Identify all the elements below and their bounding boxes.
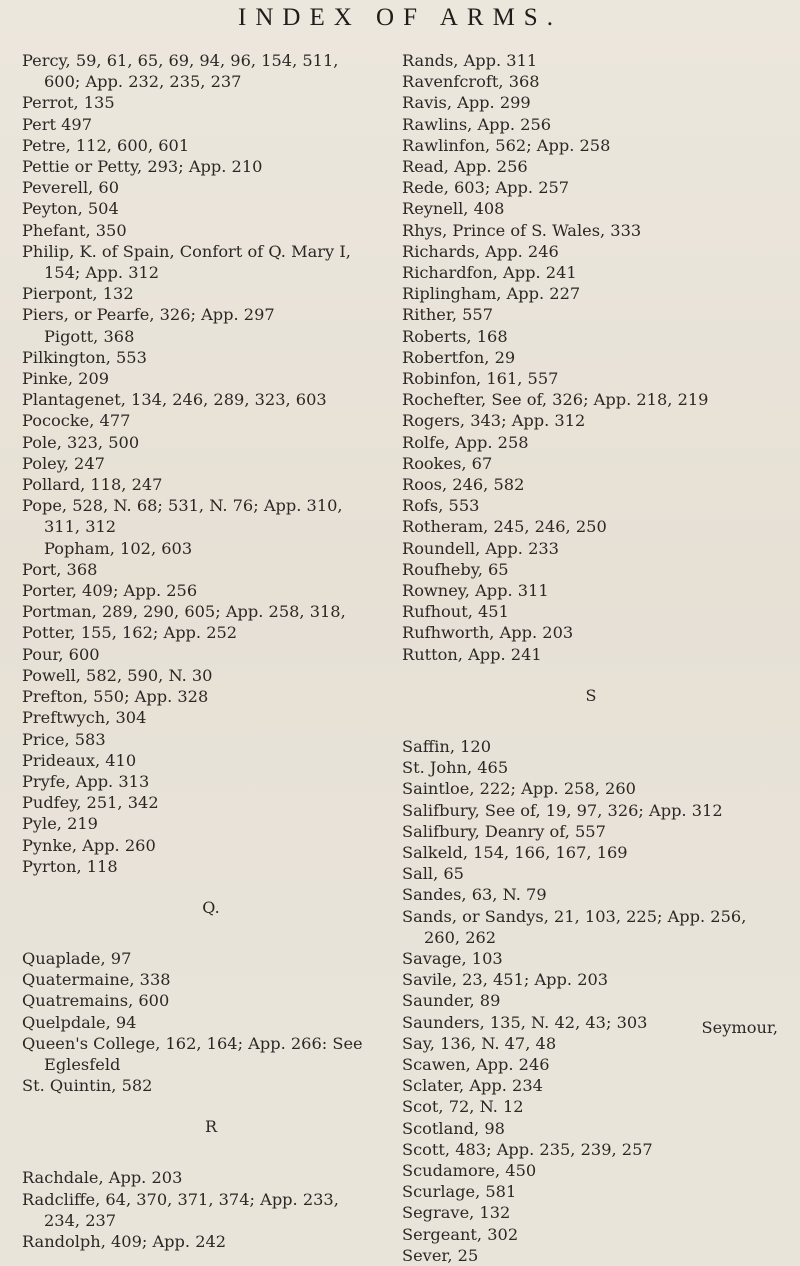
index-entry: Peverell, 60 [22, 178, 120, 198]
index-entry: 311, 312 [44, 517, 117, 537]
index-entry: Piers, or Pearfe, 326; App. 297 [22, 305, 275, 325]
index-entry: Plantagenet, 134, 246, 289, 323, 603 [22, 390, 327, 410]
index-entry: Portman, 289, 290, 605; App. 258, 318, [22, 602, 346, 622]
index-entry: Price, 583 [22, 729, 106, 749]
left-column [22, 50, 400, 1252]
index-entry: Pinke, 209 [22, 369, 110, 389]
index-entry: Roos, 246, 582 [402, 475, 525, 495]
index-entry: Salkeld, 154, 166, 167, 169 [402, 842, 628, 862]
index-entry: Pole, 323, 500 [22, 432, 140, 452]
index-entry: Rookes, 67 [402, 453, 493, 473]
index-entry: 234, 237 [44, 1210, 117, 1230]
index-entry: Sall, 65 [402, 864, 464, 884]
index-entry: Rawlins, App. 256 [402, 114, 552, 134]
index-entry: Savile, 23, 451; App. 203 [402, 970, 609, 990]
index-entry: Salifbury, See of, 19, 97, 326; App. 312 [402, 800, 723, 820]
index-entry: Pour, 600 [22, 644, 100, 664]
right-column [402, 50, 780, 1266]
index-entry: Rawlinfon, 562; App. 258 [402, 135, 611, 155]
index-entry: Saintloe, 222; App. 258, 260 [402, 779, 636, 799]
index-entry: Pynke, App. 260 [22, 835, 156, 855]
index-entry: Eglesfeld [44, 1054, 121, 1074]
index-entry: Quatermaine, 338 [22, 970, 171, 990]
index-entry: Saunders, 135, N. 42, 43; 303 [402, 1012, 648, 1032]
catchword: Seymour, [701, 1018, 778, 1037]
index-entry: Scawen, App. 246 [402, 1054, 550, 1074]
index-entry: Powell, 582, 590, N. 30 [22, 665, 213, 685]
index-entry: Ravis, App. 299 [402, 93, 531, 113]
index-entry: Robinfon, 161, 557 [402, 369, 559, 389]
index-entry: Pierpont, 132 [22, 284, 134, 304]
index-entry: Richards, App. 246 [402, 241, 559, 261]
index-entry: Savage, 103 [402, 948, 503, 968]
index-entry: Roufheby, 65 [402, 559, 509, 579]
index-entry: Rochefter, See of, 326; App. 218, 219 [402, 390, 709, 410]
index-entry: Rolfe, App. 258 [402, 432, 529, 452]
index-entry: Read, App. 256 [402, 157, 528, 177]
right-entries-r [402, 50, 780, 665]
index-entry: Rufhworth, App. 203 [402, 623, 574, 643]
index-entry: Pyrton, 118 [22, 856, 118, 876]
index-entry: Richardfon, App. 241 [402, 263, 577, 283]
index-entry: Ravenfcroft, 368 [402, 72, 540, 92]
index-entry: Pococke, 477 [22, 411, 131, 431]
index-entry: Roundell, App. 233 [402, 538, 559, 558]
right-entries-s [402, 736, 780, 1266]
index-entry: Pope, 528, N. 68; 531, N. 76; App. 310, [22, 496, 343, 516]
left-entries-q [22, 948, 400, 1096]
index-entry: Pigott, 368 [44, 326, 135, 346]
index-entry: 154; App. 312 [44, 263, 160, 283]
index-entry: Scotland, 98 [402, 1118, 505, 1138]
index-entry: Rither, 557 [402, 305, 494, 325]
index-entry: Rogers, 343; App. 312 [402, 411, 586, 431]
index-entry: Say, 136, N. 47, 48 [402, 1033, 557, 1053]
index-entry: Salifbury, Deanry of, 557 [402, 821, 606, 841]
index-entry: Quelpdale, 94 [22, 1012, 137, 1032]
index-entry: Rufhout, 451 [402, 602, 509, 622]
index-entry: Pettie or Petty, 293; App. 210 [22, 157, 263, 177]
index-entry: Rands, App. 311 [402, 51, 538, 70]
index-entry: Popham, 102, 603 [44, 538, 193, 558]
index-entry: Sclater, App. 234 [402, 1076, 543, 1096]
index-entry: Pert 497 [22, 114, 93, 134]
index-entry: Philip, K. of Spain, Confort of Q. Mary I, [22, 241, 351, 261]
index-entry: Rotheram, 245, 246, 250 [402, 517, 607, 537]
index-entry: Riplingham, App. 227 [402, 284, 581, 304]
index-entry: Rachdale, App. 203 [22, 1168, 183, 1188]
index-entry: Scurlage, 581 [402, 1182, 517, 1202]
index-entry: Phefant, 350 [22, 220, 127, 240]
letter-heading-q: Q. [202, 897, 220, 917]
index-entry: Petre, 112, 600, 601 [22, 135, 190, 155]
index-entry: Rhys, Prince of S. Wales, 333 [402, 220, 642, 240]
index-entry: Quatremains, 600 [22, 991, 170, 1011]
index-entry: Sands, or Sandys, 21, 103, 225; App. 256, [402, 906, 747, 926]
letter-heading-r: R [204, 1117, 218, 1137]
index-entry: Prideaux, 410 [22, 750, 137, 770]
index-entry: Queen's College, 162, 164; App. 266: See [22, 1033, 363, 1053]
index-entry: Pudfey, 251, 342 [22, 793, 159, 813]
index-entry: Rede, 603; App. 257 [402, 178, 570, 198]
index-entry: Segrave, 132 [402, 1203, 511, 1223]
index-entry: Peyton, 504 [22, 199, 119, 219]
index-entry: St. Quintin, 582 [22, 1076, 153, 1096]
index-entry: Poley, 247 [22, 453, 105, 473]
index-entry: 260, 262 [424, 927, 497, 947]
index-entry: Scott, 483; App. 235, 239, 257 [402, 1139, 653, 1159]
letter-heading-s: S [585, 685, 597, 705]
index-entry: Prefton, 550; App. 328 [22, 687, 209, 707]
index-entry: Scot, 72, N. 12 [402, 1097, 524, 1117]
index-entry: Sandes, 63, N. 79 [402, 885, 547, 905]
left-entries-r [22, 1167, 400, 1252]
index-entry: Reynell, 408 [402, 199, 505, 219]
index-entry: Port, 368 [22, 559, 98, 579]
index-entry: Porter, 409; App. 256 [22, 581, 198, 601]
page-header: INDEX OF ARMS. [238, 4, 562, 31]
left-entries-p [22, 50, 400, 877]
index-entry: Radcliffe, 64, 370, 371, 374; App. 233, [22, 1189, 339, 1209]
index-entry: Preftwych, 304 [22, 708, 147, 728]
index-entry: Roberts, 168 [402, 326, 508, 346]
index-entry: Scudamore, 450 [402, 1160, 537, 1180]
index-entry: Pollard, 118, 247 [22, 475, 163, 495]
index-entry: Sergeant, 302 [402, 1224, 519, 1244]
index-entry: Pilkington, 553 [22, 347, 147, 367]
index-entry: Pyle, 219 [22, 814, 98, 834]
index-entry: Pryfe, App. 313 [22, 771, 150, 791]
index-entry: Randolph, 409; App. 242 [22, 1231, 227, 1251]
index-entry: Percy, 59, 61, 65, 69, 94, 96, 154, 511, [22, 51, 339, 70]
index-entry: St. John, 465 [402, 758, 509, 778]
index-entry: Rofs, 553 [402, 496, 480, 516]
index-entry: Quaplade, 97 [22, 948, 132, 968]
index-entry: Saunder, 89 [402, 991, 501, 1011]
index-entry: Rowney, App. 311 [402, 581, 549, 601]
index-entry: Saffin, 120 [402, 736, 492, 756]
index-entry: Sever, 25 [402, 1245, 479, 1265]
index-entry: Perrot, 135 [22, 93, 115, 113]
index-entry: Potter, 155, 162; App. 252 [22, 623, 238, 643]
index-entry: Robertfon, 29 [402, 347, 516, 367]
index-entry: 600; App. 232, 235, 237 [44, 72, 242, 92]
index-entry: Rutton, App. 241 [402, 644, 542, 664]
